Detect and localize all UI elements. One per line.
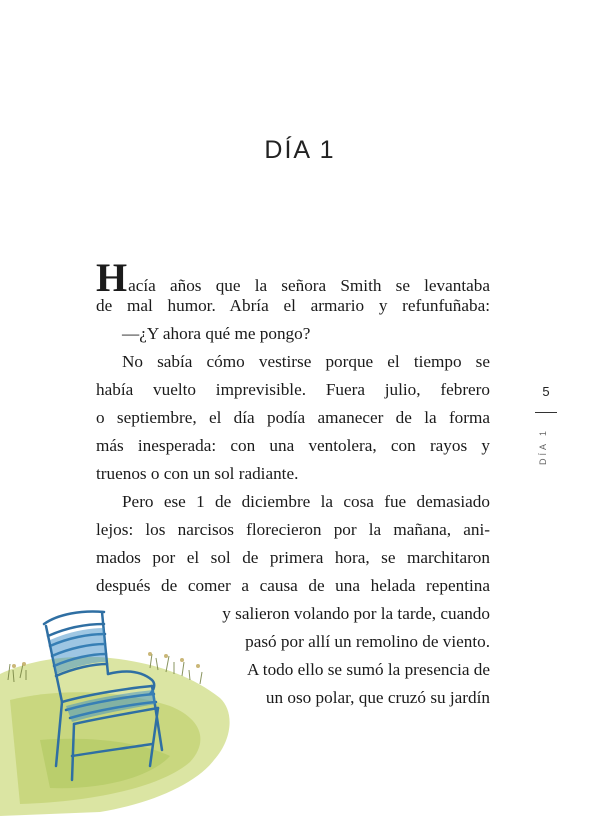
chair-in-garden-illustration xyxy=(0,590,240,816)
paragraph-line: pasó por allí un remolino de viento. xyxy=(245,632,490,651)
paragraph-line: lejos: los narcisos florecieron por la mañana, ani- xyxy=(96,520,490,539)
chapter-title: DÍA 1 xyxy=(264,136,336,164)
paragraph-line: había vuelto imprevisible. Fuera julio, febrero xyxy=(96,380,490,399)
paragraph-line: truenos o con un sol radiante. xyxy=(96,464,299,483)
running-head: DÍA 1 xyxy=(538,428,548,466)
paragraph-line: después de comer a causa de una helada repentina xyxy=(96,576,490,595)
paragraph-line: más inesperada: con una ventolera, con rayos y xyxy=(96,436,490,455)
paragraph-line: un oso polar, que cruzó su jardín xyxy=(265,688,490,707)
paragraph-line: Hacía años que la señora Smith se levantaba xyxy=(96,255,490,300)
paragraph-line: o septiembre, el día podía amanecer de la forma xyxy=(96,408,490,427)
drop-cap: H xyxy=(96,255,128,300)
page-number: 5 xyxy=(542,384,550,399)
paragraph-line: y salieron volando por la tarde, cuando xyxy=(222,604,490,623)
dialogue-line: —¿Y ahora qué me pongo? xyxy=(122,324,311,343)
paragraph-line: A todo ello se sumó la presencia de xyxy=(247,660,490,679)
paragraph-line: Pero ese 1 de diciembre la cosa fue demasiado xyxy=(122,492,490,511)
margin-rule xyxy=(535,412,557,413)
paragraph-line: de mal humor. Abría el armario y refunfuñaba: xyxy=(96,296,490,315)
paragraph-line: mados por el sol de primera hora, se marchitaron xyxy=(96,548,490,567)
paragraph-line: No sabía cómo vestirse porque el tiempo se xyxy=(122,352,490,371)
